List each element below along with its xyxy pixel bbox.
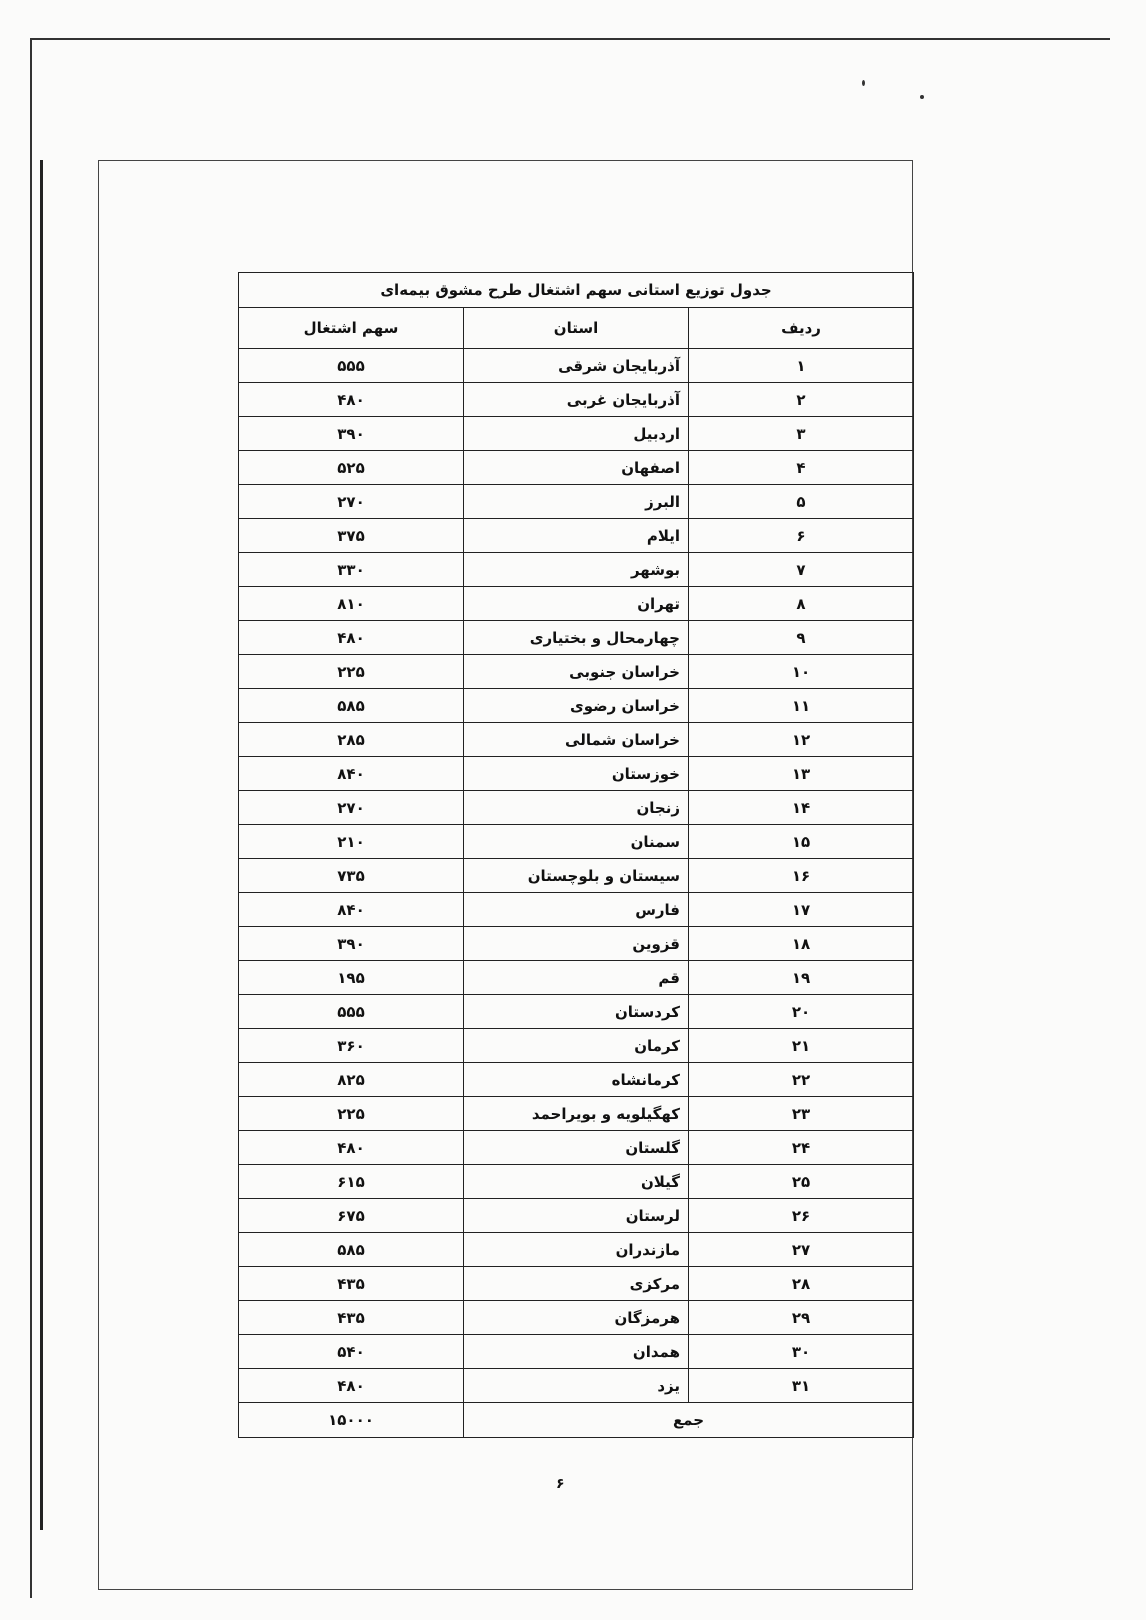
province-cell: اردبیل xyxy=(464,417,689,451)
province-cell: خراسان شمالی xyxy=(464,723,689,757)
province-cell: چهارمحال و بختیاری xyxy=(464,621,689,655)
row-number-cell: ۱۱ xyxy=(689,689,914,723)
province-cell: خوزستان xyxy=(464,757,689,791)
province-cell: کردستان xyxy=(464,995,689,1029)
table-row xyxy=(239,587,914,621)
row-number-cell: ۲۵ xyxy=(689,1165,914,1199)
province-cell: فارس xyxy=(464,893,689,927)
share-cell: ۸۴۰ xyxy=(239,757,464,791)
page-number: ۶ xyxy=(556,1476,565,1492)
province-share-table xyxy=(238,272,914,1438)
row-number-cell: ۱۳ xyxy=(689,757,914,791)
row-number-cell: ۲۸ xyxy=(689,1267,914,1301)
table-row xyxy=(239,1233,914,1267)
share-cell: ۷۳۵ xyxy=(239,859,464,893)
share-cell: ۸۲۵ xyxy=(239,1063,464,1097)
share-cell: ۲۷۰ xyxy=(239,485,464,519)
row-number-cell: ۱۲ xyxy=(689,723,914,757)
table-row xyxy=(239,961,914,995)
province-cell: همدان xyxy=(464,1335,689,1369)
share-cell: ۶۱۵ xyxy=(239,1165,464,1199)
province-cell: آذربایجان شرقی xyxy=(464,349,689,383)
share-cell: ۲۲۵ xyxy=(239,655,464,689)
table-row xyxy=(239,417,914,451)
table-row xyxy=(239,1029,914,1063)
province-cell: سمنان xyxy=(464,825,689,859)
table-row xyxy=(239,791,914,825)
share-cell: ۲۱۰ xyxy=(239,825,464,859)
share-cell: ۵۵۵ xyxy=(239,995,464,1029)
row-number-cell: ۳۱ xyxy=(689,1369,914,1403)
province-cell: قزوین xyxy=(464,927,689,961)
row-number-cell: ۷ xyxy=(689,553,914,587)
share-cell: ۵۴۰ xyxy=(239,1335,464,1369)
share-cell: ۲۷۰ xyxy=(239,791,464,825)
share-cell: ۴۸۰ xyxy=(239,383,464,417)
row-number-cell: ۱۵ xyxy=(689,825,914,859)
province-cell: البرز xyxy=(464,485,689,519)
table-row xyxy=(239,1131,914,1165)
province-cell: کرمانشاه xyxy=(464,1063,689,1097)
province-cell: تهران xyxy=(464,587,689,621)
province-cell: لرستان xyxy=(464,1199,689,1233)
share-cell: ۸۱۰ xyxy=(239,587,464,621)
scan-speck xyxy=(862,80,865,86)
province-cell: گیلان xyxy=(464,1165,689,1199)
share-cell: ۳۹۰ xyxy=(239,417,464,451)
table-row xyxy=(239,893,914,927)
province-cell: هرمزگان xyxy=(464,1301,689,1335)
share-cell: ۴۸۰ xyxy=(239,1369,464,1403)
share-cell: ۶۷۵ xyxy=(239,1199,464,1233)
province-cell: قم xyxy=(464,961,689,995)
row-number-cell: ۱۸ xyxy=(689,927,914,961)
header-share: سهم اشتغال xyxy=(239,308,464,349)
share-cell: ۵۸۵ xyxy=(239,689,464,723)
table-row xyxy=(239,723,914,757)
table-row xyxy=(239,621,914,655)
share-cell: ۴۳۵ xyxy=(239,1267,464,1301)
row-number-cell: ۲۰ xyxy=(689,995,914,1029)
share-cell: ۳۹۰ xyxy=(239,927,464,961)
row-number-cell: ۲۹ xyxy=(689,1301,914,1335)
share-cell: ۴۸۰ xyxy=(239,621,464,655)
row-number-cell: ۲۶ xyxy=(689,1199,914,1233)
province-cell: سیستان و بلوچستان xyxy=(464,859,689,893)
province-cell: آذربایجان غربی xyxy=(464,383,689,417)
table-row xyxy=(239,757,914,791)
row-number-cell: ۱۰ xyxy=(689,655,914,689)
row-number-cell: ۲۳ xyxy=(689,1097,914,1131)
table-row xyxy=(239,553,914,587)
row-number-cell: ۸ xyxy=(689,587,914,621)
province-cell: کرمان xyxy=(464,1029,689,1063)
table-row xyxy=(239,485,914,519)
table-row xyxy=(239,1097,914,1131)
table-row xyxy=(239,451,914,485)
table-row xyxy=(239,1335,914,1369)
row-number-cell: ۲۴ xyxy=(689,1131,914,1165)
table-title: جدول توزیع استانی سهم اشتغال طرح مشوق بیمه‌ای xyxy=(239,273,914,308)
share-cell: ۴۸۰ xyxy=(239,1131,464,1165)
province-cell: کهگیلویه و بویراحمد xyxy=(464,1097,689,1131)
table-title-row xyxy=(239,273,914,308)
province-cell: خراسان جنوبی xyxy=(464,655,689,689)
table-header-row xyxy=(239,308,914,349)
row-number-cell: ۱۹ xyxy=(689,961,914,995)
share-cell: ۵۲۵ xyxy=(239,451,464,485)
share-cell: ۳۳۰ xyxy=(239,553,464,587)
table-row xyxy=(239,1369,914,1403)
table-row xyxy=(239,1063,914,1097)
table-row xyxy=(239,1199,914,1233)
row-number-cell: ۲ xyxy=(689,383,914,417)
table-row xyxy=(239,655,914,689)
row-number-cell: ۳ xyxy=(689,417,914,451)
share-cell: ۲۸۵ xyxy=(239,723,464,757)
table-row xyxy=(239,689,914,723)
province-cell: اصفهان xyxy=(464,451,689,485)
province-cell: مرکزی xyxy=(464,1267,689,1301)
table-row xyxy=(239,1301,914,1335)
province-cell: بوشهر xyxy=(464,553,689,587)
province-cell: مازندران xyxy=(464,1233,689,1267)
table-row xyxy=(239,995,914,1029)
header-row-number: ردیف xyxy=(689,308,914,349)
province-share-table-container xyxy=(238,272,914,1438)
table-row xyxy=(239,383,914,417)
row-number-cell: ۶ xyxy=(689,519,914,553)
row-number-cell: ۳۰ xyxy=(689,1335,914,1369)
share-cell: ۲۲۵ xyxy=(239,1097,464,1131)
share-cell: ۳۷۵ xyxy=(239,519,464,553)
total-label: جمع xyxy=(464,1403,914,1438)
row-number-cell: ۴ xyxy=(689,451,914,485)
province-cell: خراسان رضوی xyxy=(464,689,689,723)
share-cell: ۵۸۵ xyxy=(239,1233,464,1267)
header-province: استان xyxy=(464,308,689,349)
province-cell: ایلام xyxy=(464,519,689,553)
table-row xyxy=(239,927,914,961)
row-number-cell: ۱۴ xyxy=(689,791,914,825)
share-cell: ۳۶۰ xyxy=(239,1029,464,1063)
row-number-cell: ۲۷ xyxy=(689,1233,914,1267)
row-number-cell: ۱۶ xyxy=(689,859,914,893)
province-cell: زنجان xyxy=(464,791,689,825)
table-row xyxy=(239,859,914,893)
table-row xyxy=(239,349,914,383)
share-cell: ۵۵۵ xyxy=(239,349,464,383)
province-cell: گلستان xyxy=(464,1131,689,1165)
province-cell: یزد xyxy=(464,1369,689,1403)
table-row xyxy=(239,1267,914,1301)
table-body xyxy=(239,349,914,1403)
table-row xyxy=(239,825,914,859)
row-number-cell: ۹ xyxy=(689,621,914,655)
share-cell: ۸۴۰ xyxy=(239,893,464,927)
scan-speck xyxy=(920,95,924,99)
table-row xyxy=(239,1165,914,1199)
row-number-cell: ۲۲ xyxy=(689,1063,914,1097)
row-number-cell: ۱۷ xyxy=(689,893,914,927)
row-number-cell: ۲۱ xyxy=(689,1029,914,1063)
row-number-cell: ۱ xyxy=(689,349,914,383)
row-number-cell: ۵ xyxy=(689,485,914,519)
table-row xyxy=(239,519,914,553)
left-margin-rule xyxy=(40,160,43,1530)
total-row xyxy=(239,1403,914,1438)
share-cell: ۱۹۵ xyxy=(239,961,464,995)
total-value: ۱۵۰۰۰ xyxy=(239,1403,464,1438)
share-cell: ۴۳۵ xyxy=(239,1301,464,1335)
